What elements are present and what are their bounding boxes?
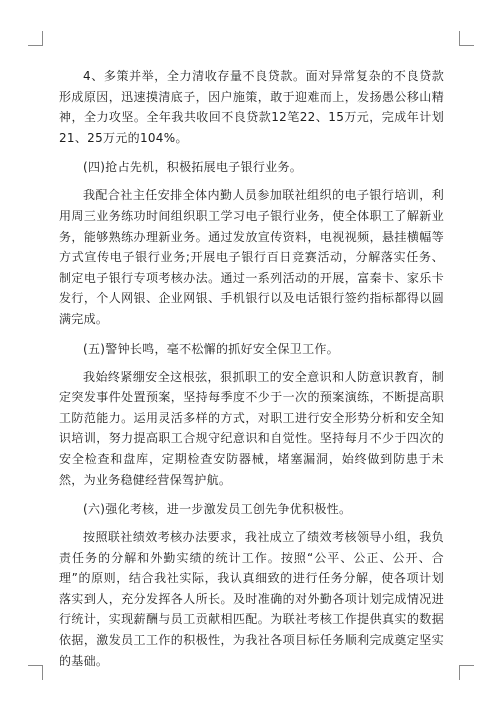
document-body xyxy=(59,66,444,680)
section-heading-security: (五)警钟长鸣，毫不松懈的抓好安全保卫工作。 xyxy=(83,341,339,356)
paragraph-security: 我始终紧绷安全这根弦，狠抓职工的安全意识和人防意识教育，制定突发事件处置预案，坚持每季度不少于一次的预案演练，不断提高职工防范能力。运用灵活多样的方式，对职工进行安全形势分析和安全知识培训，努力提高职工合规守纪意识和自觉性。坚持每月不少于四次的安全检查和盘库，定期检查安防器械，堵塞漏洞，始终做到防患于未然，为业务稳健经营保驾护航。 xyxy=(59,369,444,487)
crop-mark-bottom-right xyxy=(459,665,474,680)
section-heading-assessment: (六)强化考核，进一步激发员工创先争优积极性。 xyxy=(83,502,352,517)
crop-mark-bottom-left xyxy=(28,665,43,680)
section-heading-e-banking: (四)抢占先机，积极拓展电子银行业务。 xyxy=(83,160,303,175)
crop-mark-top-right xyxy=(459,31,474,46)
paragraph-loan-recovery: 4、多策并举，全力清收存量不良贷款。面对异常复杂的不良贷款形成原因，迅速摸清底子，因户施策，敢于迎难而上，发扬愚公移山精神，全力攻坚。全年我共收回不良贷款12笔22、15万元，完成年计划21、25万元的104%。 xyxy=(59,69,444,145)
paragraph-e-banking: 我配合社主任安排全体内勤人员参加联社组织的电子银行培训，利用周三业务练功时间组织职工学习电子银行业务，使全体职工了解新业务，能够熟练办理新业务。通过发放宣传资料，电视视频，悬挂横幅等方式宣传电子银行业务;开展电子银行百日竞赛活动，分解落实任务、制定电子银行专项考核办法。通过一系列活动的开展，富秦卡、家乐卡发行，个人网银、企业网银、手机银行以及电话银行签约指标都得以圆满完成。 xyxy=(59,188,444,326)
paragraph-assessment: 按照联社绩效考核办法要求，我社成立了绩效考核领导小组，我负责任务的分解和外勤实绩的统计工作。按照“公平、公正、公开、合理”的原则，结合我社实际，我认真细致的进行任务分解，使各项计划落实到人，充分发挥各人所长。及时准确的对外勤各项计划完成情况进行统计，实现薪酬与员工贡献相匹配。为联社考核工作提供真实的数据依据，激发员工工作的积极性，为我社各项目标任务顺利完成奠定坚实的基础。 xyxy=(59,530,444,668)
crop-mark-top-left xyxy=(28,31,43,46)
